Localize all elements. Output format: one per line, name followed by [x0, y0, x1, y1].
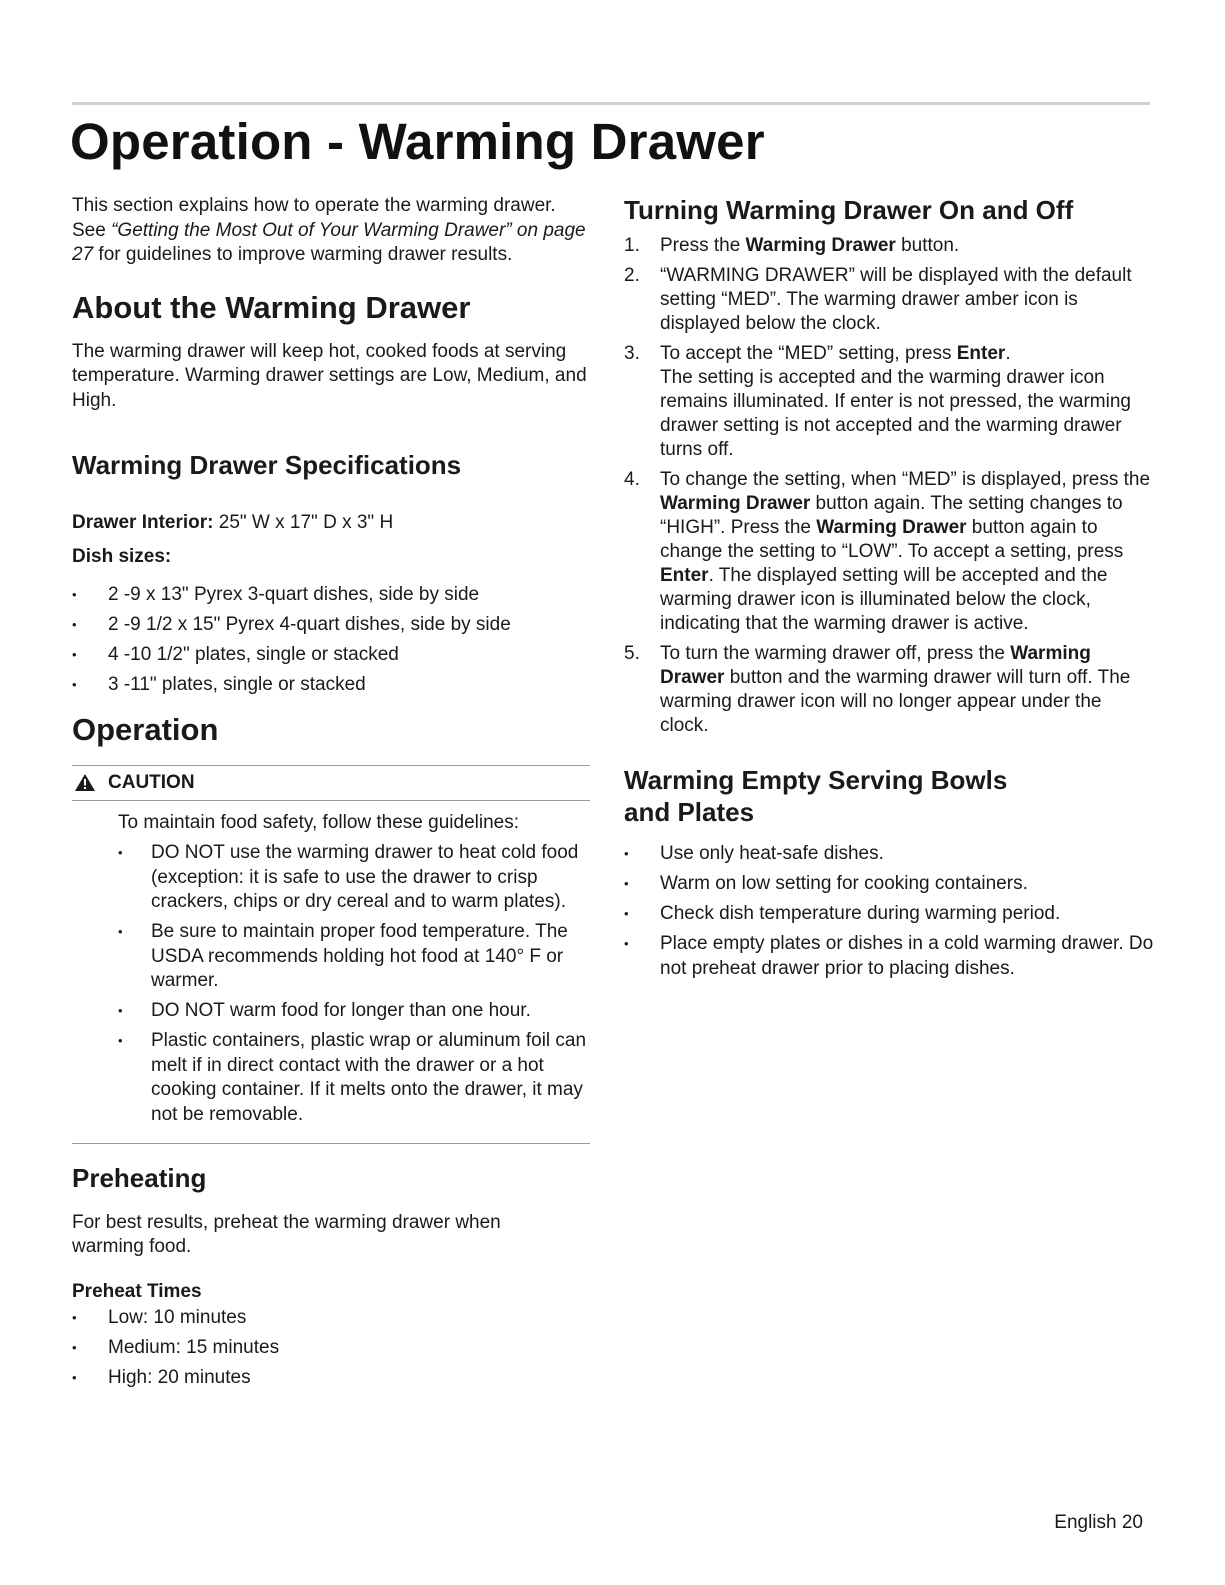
step-number: 5.: [624, 643, 640, 664]
turning-steps: [624, 234, 1154, 738]
top-rule: [72, 102, 1150, 105]
page-footer: English 20: [1054, 1512, 1143, 1533]
drawer-interior: [72, 511, 590, 536]
bowls-heading: [624, 764, 1154, 828]
step-number: 3.: [624, 343, 640, 364]
step-bold: Enter: [956, 343, 1006, 364]
bowls-heading-line-2: and Plates: [624, 797, 755, 827]
step-item: [624, 234, 1154, 258]
list-item: • DO NOT warm food for longer than one hour.: [118, 999, 590, 1024]
step-bold: Enter: [660, 565, 709, 586]
drawer-interior-value: 25" W x 17" D x 3" H: [213, 512, 394, 533]
warning-triangle-icon: [74, 773, 96, 792]
page-title: Operation - Warming Drawer: [70, 113, 765, 170]
list-item: • Warm on low setting for cooking containers.: [624, 872, 1154, 897]
list-item: • 2 -9 x 13" Pyrex 3-quart dishes, side by side: [72, 583, 590, 608]
list-item: • 3 -11" plates, single or stacked: [72, 673, 590, 698]
bowls-heading-line-1: Warming Empty Serving Bowls: [624, 765, 1008, 795]
step-bold: Warming Drawer: [660, 643, 1091, 688]
step-text: button and the warming drawer will turn off. The warming drawer icon will no longer appear under the clock.: [660, 667, 1131, 736]
step-text: The setting is accepted and the warming drawer icon remains illuminated. If enter is not pressed, the warming drawer setting is not accepted and the warming drawer turns off.: [660, 367, 1131, 460]
preheat-times-label: Preheat Times: [72, 1280, 202, 1302]
list-item: • 2 -9 1/2 x 15" Pyrex 4-quart dishes, side by side: [72, 613, 590, 638]
step-text: . The displayed setting will be accepted and the warming drawer icon is illuminated below the clock, indicating that the warming drawer is active.: [660, 565, 1108, 634]
intro-paragraph: [72, 194, 587, 268]
preheating-text: For best results, preheat the warming drawer when warming food.: [72, 1211, 501, 1257]
caution-list: [118, 841, 590, 1127]
list-item: • 4 -10 1/2" plates, single or stacked: [72, 643, 590, 668]
about-text: The warming drawer will keep hot, cooked foods at serving temperature. Warming drawer settings are Low, Medium, and High.: [72, 340, 587, 411]
list-item: • Plastic containers, plastic wrap or aluminum foil can melt if in direct contact with the drawer or a hot cooking container. If it melts onto the drawer, it may not be removable.: [118, 1029, 590, 1127]
intro-page-reference: “Getting the Most Out of Your Warming Drawer” on page 27: [72, 219, 586, 265]
turning-heading: Turning Warming Drawer On and Off: [624, 195, 1074, 225]
step-text: To turn the warming drawer off, press the: [660, 643, 1011, 664]
intro-text-2: for guidelines to improve warming drawer results.: [93, 244, 513, 265]
list-item: • Use only heat-safe dishes.: [624, 842, 1154, 867]
caution-label: CAUTION: [108, 771, 195, 793]
preheat-times-list: [72, 1306, 590, 1391]
step-text: button.: [895, 235, 960, 256]
step-item: [624, 642, 1154, 738]
left-column: [72, 194, 590, 1396]
dish-sizes-list: [72, 583, 590, 698]
intro-text-1: This section explains how to operate the warming drawer. See: [72, 195, 556, 241]
step-text: button again to change the setting to “LOW”. To accept a setting, press: [660, 517, 1124, 562]
list-item: • High: 20 minutes: [72, 1366, 590, 1391]
step-text: .: [1005, 343, 1011, 364]
caution-box: [72, 765, 590, 1144]
step-item: [624, 342, 1154, 462]
step-item: [624, 264, 1154, 336]
caution-intro: To maintain food safety, follow these guidelines:: [118, 811, 519, 833]
about-heading: About the Warming Drawer: [72, 289, 471, 325]
step-text: button again. The setting changes to “HIGH”. Press the: [660, 493, 1123, 538]
list-item: • DO NOT use the warming drawer to heat cold food (exception: it is safe to use the drawer to crisp crackers, chips or dry cereal and to warm plates).: [118, 841, 590, 915]
step-bold: Warming Drawer: [660, 493, 811, 514]
specs-heading: Warming Drawer Specifications: [72, 450, 462, 480]
list-item: • Check dish temperature during warming period.: [624, 902, 1154, 927]
dish-sizes-label: Dish sizes:: [72, 545, 172, 567]
drawer-interior-label: Drawer Interior:: [72, 512, 214, 533]
caution-header: [72, 766, 590, 801]
right-column: [624, 194, 1154, 987]
step-bold: Warming Drawer: [745, 235, 896, 256]
list-item: • Be sure to maintain proper food temperature. The USDA recommends holding hot food at 140° F or warmer.: [118, 920, 590, 994]
list-item: • Medium: 15 minutes: [72, 1336, 590, 1361]
step-text: To change the setting, when “MED” is displayed, press the: [660, 469, 1151, 490]
preheating-heading: Preheating: [72, 1162, 207, 1193]
step-number: 1.: [624, 235, 640, 256]
list-item: • Low: 10 minutes: [72, 1306, 590, 1331]
caution-body: [72, 801, 590, 1144]
step-text: To accept the “MED” setting, press: [660, 343, 957, 364]
operation-heading: Operation: [72, 711, 219, 747]
bowls-list: [624, 842, 1154, 981]
step-number: 2.: [624, 265, 640, 286]
step-item: [624, 468, 1154, 636]
list-item: • Place empty plates or dishes in a cold warming drawer. Do not preheat drawer prior to placing dishes.: [624, 932, 1154, 981]
step-text: “WARMING DRAWER” will be displayed with the default setting “MED”. The warming drawer amber icon is displayed below the clock.: [660, 265, 1132, 334]
step-bold: Warming Drawer: [816, 517, 967, 538]
step-number: 4.: [624, 469, 640, 490]
step-text: Press the: [660, 235, 746, 256]
